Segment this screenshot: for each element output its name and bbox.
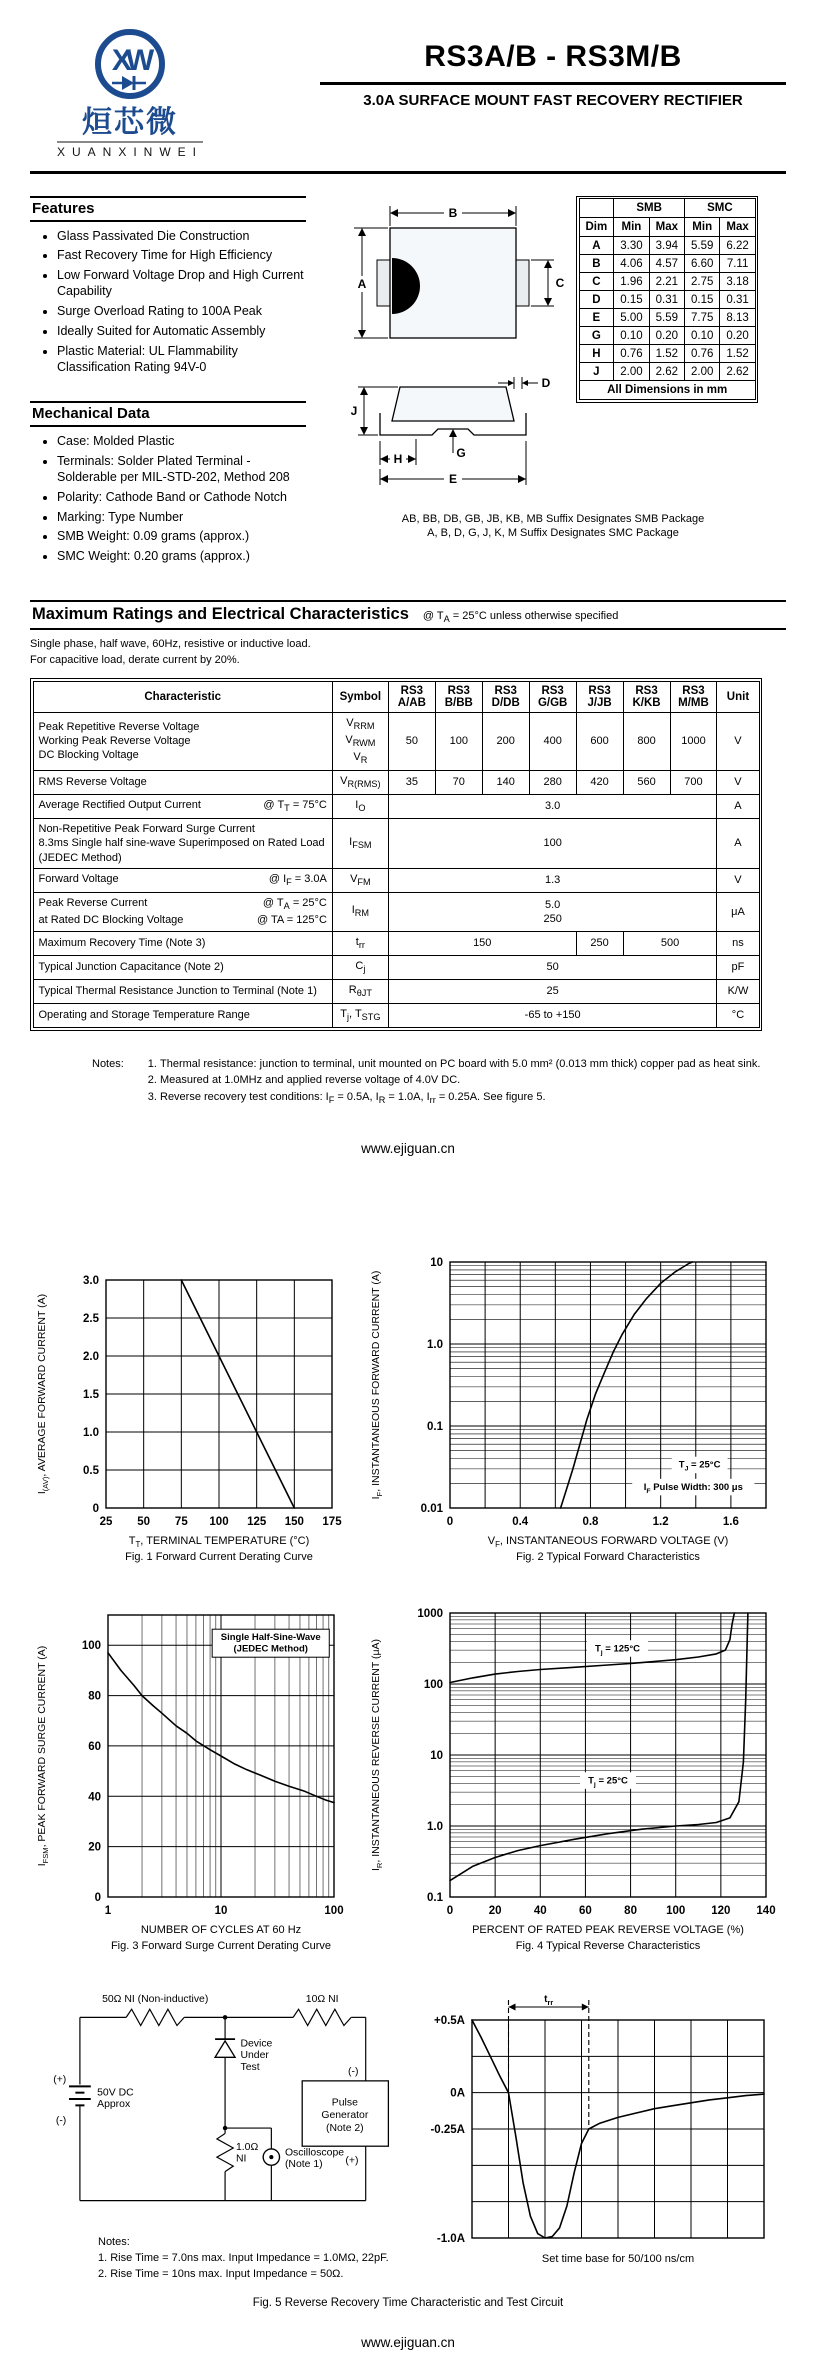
ratings-row: Operating and Storage Temperature Range $T_j$, $T_{STG}$ -65 to +150 °C (33, 1003, 759, 1027)
fig5-caption: Fig. 5 Reverse Recovery Time Characteristic and Test Circuit (252, 2297, 564, 2310)
dut-label-2: Under (240, 2050, 269, 2062)
figure-caption: Fig. 3 Forward Surge Current Derating Curve (110, 1940, 332, 1953)
resistor-50ohm (126, 2010, 184, 2026)
package-top-view (320, 196, 570, 368)
package-suffix-note (320, 512, 786, 542)
figure-caption: Fig. 2 Typical Forward Characteristics (516, 1551, 700, 1564)
features-heading: Features (30, 196, 306, 222)
x-tick-label: 140 (756, 1905, 776, 1918)
load-note-1: Single phase, half wave, 60Hz, resistive or inductive load. (30, 638, 311, 651)
y-tick-label: -1.0A (436, 2233, 465, 2246)
annotation-text: (JEDEC Method) (233, 1644, 308, 1656)
mechanical-item: • SMC Weight: 0.20 grams (approx.) (57, 548, 306, 564)
test-circuit-diagram (30, 1990, 402, 2228)
y-tick-label: 3.0 (83, 1275, 99, 1288)
circuit-notes-label: Notes: (98, 2236, 130, 2249)
chart-row-2 (30, 1601, 786, 1964)
diode-icon (122, 76, 134, 90)
y-tick-label: 0.5 (83, 1465, 99, 1478)
y-axis-label: $I_F$, INSTANTANEOUS FORWARD CURRENT (A) (370, 1271, 384, 1500)
y-axis-label: $I_{(AV)}$, AVERAGE FORWARD CURRENT (A) (36, 1294, 50, 1495)
battery-label-2: Approx (97, 2099, 131, 2111)
resistor-1ohm-label-2: NI (235, 2154, 247, 2166)
dims-col-header: Dim (579, 218, 614, 237)
ratings-col-header: Unit (717, 681, 759, 712)
ratings-part-header: RS3 A/AB (388, 681, 435, 712)
figure-caption: Fig. 1 Forward Current Derating Curve (125, 1551, 313, 1564)
resistor-10ohm (293, 2010, 351, 2026)
dims-col-header: Max (649, 218, 684, 237)
annotation-text: $T_j = 125^\circ C$ (594, 1643, 641, 1657)
y-tick-label: 0 (94, 1892, 101, 1905)
pg-label-1: Pulse (331, 2097, 358, 2109)
x-axis-label: PERCENT OF RATED PEAK REVERSE VOLTAGE (%) (472, 1924, 744, 1937)
oscilloscope-label-1: Oscilloscope (284, 2147, 345, 2159)
feature-item: • Low Forward Voltage Drop and High Current Capability (57, 267, 306, 300)
website-link[interactable]: www.ejiguan.cn (361, 2335, 455, 2351)
x-tick-label: 120 (711, 1905, 731, 1918)
ratings-heading-row (30, 600, 786, 630)
y-tick-label: 1.5 (83, 1389, 99, 1402)
y-tick-label: 1.0 (427, 1339, 443, 1352)
x-tick-label: 0.8 (582, 1516, 599, 1529)
dims-row: J 2.00 2.62 2.00 2.62 (579, 363, 755, 381)
suffix-note-smc: A, B, D, G, J, K, M Suffix Designates SMC Package (427, 527, 679, 540)
dims-row: A 3.30 3.94 5.59 6.22 (579, 237, 755, 255)
fig3-forward-surge-current-derating-chart (30, 1601, 360, 1959)
y-tick-label: 20 (88, 1842, 101, 1855)
ratings-part-header: RS3 B/BB (435, 681, 482, 712)
test-circuit-block (30, 1990, 402, 2283)
dims-col-header: Max (720, 218, 755, 237)
dim-label-e: E (448, 471, 458, 486)
ratings-heading: Maximum Ratings and Electrical Characteristics (32, 605, 409, 624)
ratings-row: Average Rectified Output Current @ $T_T = 75^\circ C$ $I_O$ 3.0 A (33, 795, 759, 819)
dims-col-header: Min (685, 218, 720, 237)
header (30, 26, 786, 161)
fig3-figure (30, 1601, 360, 1964)
resistor-1ohm (217, 2134, 233, 2172)
annotation-text: $I_F$ Pulse Width: 300 μs (643, 1482, 743, 1496)
ratings-condition: @ $T_A = 25^\circ C$ unless otherwise specified (422, 610, 619, 625)
mechanical-item: • SMB Weight: 0.09 grams (approx.) (57, 528, 306, 544)
fig4-figure (364, 1601, 786, 1964)
ratings-row: Peak Reverse Current @ $T_A = 25^\circ C$ at Rated DC Blocking Voltage @ TA = 125°C $I_{RM}$ 5.0 250 μA (33, 893, 759, 931)
fig2-figure (364, 1252, 786, 1575)
ratings-col-header: Symbol (332, 681, 388, 712)
dim-label-b: B (448, 205, 458, 220)
y-tick-label: 1.0 (83, 1427, 99, 1440)
dims-row: H 0.76 1.52 0.76 1.52 (579, 345, 755, 363)
y-tick-label: 60 (88, 1741, 101, 1754)
note-item: 3. Reverse recovery test conditions: $I_F = 0.5A$, $I_R = 1.0A$, $I_{rr} = 0.25A$. See figure 5. (160, 1089, 760, 1108)
mechanical-item: • Marking: Type Number (57, 509, 306, 525)
website-link[interactable]: www.ejiguan.cn (361, 1141, 455, 1157)
y-tick-label: 0A (450, 2088, 465, 2101)
package-area (320, 196, 786, 500)
y-tick-label: 0.01 (420, 1503, 443, 1516)
left-column (30, 196, 306, 583)
y-tick-label: 10 (430, 1257, 443, 1270)
page-subtitle: 3.0A SURFACE MOUNT FAST RECOVERY RECTIFIER (363, 92, 743, 109)
battery-minus-label: (-) (55, 2115, 67, 2127)
ratings-part-header: RS3 M/MB (670, 681, 717, 712)
brand-logo (30, 26, 230, 161)
x-tick-label: 50 (137, 1516, 151, 1529)
dut-label-1: Device (240, 2038, 273, 2050)
y-tick-label: 1000 (417, 1608, 443, 1621)
figure-caption: Fig. 4 Typical Reverse Characteristics (515, 1940, 701, 1953)
mechanical-heading: Mechanical Data (30, 401, 306, 427)
y-tick-label: 100 (423, 1679, 443, 1692)
x-tick-label: 100 (666, 1905, 686, 1918)
circuit-note-2: 2. Rise Time = 10ns max. Input Impedance = 50Ω. (98, 2268, 344, 2281)
notes-label: Notes: (92, 1057, 124, 1070)
ratings-row: Typical Junction Capacitance (Note 2) $C_j$ 50 pF (33, 955, 759, 979)
y-tick-label: 10 (430, 1750, 443, 1763)
x-axis-label: $V_F$, INSTANTANEOUS FORWARD VOLTAGE (V) (487, 1535, 729, 1550)
dim-label-a: A (357, 276, 367, 291)
y-tick-label: 0 (92, 1503, 99, 1516)
x-tick-label: 150 (284, 1516, 304, 1529)
notes (92, 1056, 786, 1108)
title-block (320, 26, 786, 109)
dut-diode-icon (215, 2041, 235, 2057)
resistor-10ohm-label: 10Ω NI (305, 1994, 339, 2006)
feature-item: • Glass Passivated Die Construction (57, 228, 306, 244)
pg-minus-label: (-) (348, 2066, 359, 2078)
features-list (30, 228, 306, 376)
feature-item: • Surge Overload Rating to 100A Peak (57, 303, 306, 319)
x-tick-label: 80 (624, 1905, 637, 1918)
x-axis-label: NUMBER OF CYCLES AT 60 Hz (140, 1924, 302, 1937)
pg-label-3: (Note 2) (326, 2123, 364, 2135)
suffix-note-smb: AB, BB, DB, GB, JB, KB, MB Suffix Designates SMB Package (401, 512, 705, 525)
dim-label-j: J (350, 403, 358, 418)
y-tick-label: 80 (88, 1691, 101, 1704)
note-item: 2. Measured at 1.0MHz and applied reverse voltage of 4.0V DC. (160, 1072, 760, 1089)
dims-row: B 4.06 4.57 6.60 7.11 (579, 255, 755, 273)
dim-label-c: C (555, 275, 565, 290)
x-tick-label: 0 (446, 1516, 454, 1529)
annotation-text: $T_j = 25^\circ C$ (588, 1775, 628, 1789)
x-tick-label: 125 (247, 1516, 267, 1529)
x-tick-label: 100 (324, 1905, 344, 1918)
note-item: 1. Thermal resistance: junction to terminal, unit mounted on PC board with 5.0 mm² (0.013 mm thick) copper pad as heat sink. (160, 1056, 760, 1073)
ratings-row: RMS Reverse Voltage $V_{R(RMS)}$ 35 70 140 280 420 560 700 V (33, 770, 759, 794)
y-tick-label: 2.0 (83, 1351, 99, 1364)
y-axis-label: $I_R$, INSTANTANEOUS REVERSE CURRENT (μA) (370, 1639, 384, 1872)
feature-item: • Fast Recovery Time for High Efficiency (57, 247, 306, 263)
brand-logo-icon (84, 26, 176, 102)
battery-label-1: 50V DC (97, 2087, 134, 2099)
fig1-figure (30, 1270, 360, 1575)
fig5-reverse-recovery-waveform (402, 1990, 786, 2276)
chart-row-1 (30, 1252, 786, 1575)
ratings-col-header: Characteristic (33, 681, 332, 712)
x-tick-label: 100 (209, 1516, 229, 1529)
y-tick-label: 2.5 (83, 1313, 99, 1326)
dims-group-header: SMB (614, 199, 685, 218)
y-axis-label: $I_{FSM}$, PEAK FORWARD SURGE CURRENT (A) (36, 1646, 50, 1867)
circuit-notes (98, 2235, 402, 2283)
fig5-section (30, 1990, 786, 2309)
x-tick-label: 10 (214, 1905, 228, 1918)
y-tick-label: +0.5A (433, 2015, 465, 2028)
y-tick-label: 100 (81, 1640, 101, 1653)
fig2-typical-forward-characteristics-chart (364, 1252, 786, 1570)
dim-label-d: D (541, 375, 551, 390)
x-tick-label: 60 (579, 1905, 592, 1918)
x-tick-label: 20 (488, 1905, 502, 1918)
dut-label-3: Test (240, 2062, 260, 2074)
feature-item: • Ideally Suited for Automatic Assembly (57, 323, 306, 339)
annotation-text: $T_J = 25^\circ C$ (678, 1460, 721, 1474)
x-axis-label: $T_T$, TERMINAL TEMPERATURE (°C) (128, 1535, 310, 1550)
x-tick-label: 1 (104, 1905, 112, 1918)
notes-list (144, 1056, 760, 1108)
brand-chinese: 烜芯微 (82, 106, 178, 139)
ratings-row: Non-Repetitive Peak Forward Surge Current 8.3ms Single half sine-wave Superimposed on Rated Load (JEDEC Method) $I_{FSM}$ 100 A (33, 819, 759, 869)
ratings-row: Typical Thermal Resistance Junction to Terminal (Note 1) $R_{\theta JT}$ 25 K/W (33, 979, 759, 1003)
mechanical-item: • Case: Molded Plastic (57, 433, 306, 449)
ratings-part-header: RS3 K/KB (623, 681, 670, 712)
dims-row: D 0.15 0.31 0.15 0.31 (579, 291, 755, 309)
title-divider (320, 82, 786, 85)
brand-latin: XUANXINWEI (57, 141, 203, 159)
top-section (30, 196, 786, 583)
fig1-forward-current-derating-chart (30, 1270, 360, 1570)
ratings-part-header: RS3 D/DB (482, 681, 529, 712)
right-column (306, 196, 786, 583)
ratings-row: Maximum Recovery Time (Note 3) $t_{rr}$ 150 250 500 ns (33, 931, 759, 955)
x-tick-label: 75 (174, 1516, 188, 1529)
load-note-2: For capacitive load, derate current by 20%. (30, 654, 240, 667)
mechanical-item: • Polarity: Cathode Band or Cathode Notch (57, 489, 306, 505)
ratings-row: Forward Voltage @ $I_F = 3.0A$ $V_{FM}$ 1.3 V (33, 869, 759, 893)
dims-row: G 0.10 0.20 0.10 0.20 (579, 327, 755, 345)
fig5-row (30, 1990, 786, 2283)
trr-label: $t_{rr}$ (544, 1994, 554, 2008)
y-tick-label: 0.1 (427, 1892, 443, 1905)
circuit-note-1: 1. Rise Time = 7.0ns max. Input Impedance = 1.0MΩ, 22pF. (98, 2252, 389, 2265)
brand-monogram: XW (111, 44, 149, 77)
x-tick-label: 1.6 (722, 1516, 739, 1529)
y-tick-label: -0.25A (430, 2124, 465, 2137)
dim-label-h: H (393, 451, 403, 466)
ratings-part-header: RS3 G/GB (529, 681, 576, 712)
ratings-table (33, 681, 760, 1028)
resistor-50ohm-label: 50Ω NI (Non-inductive) (102, 1994, 209, 2006)
dimensions-table-wrap (576, 196, 758, 500)
header-divider (30, 171, 786, 174)
dims-table (579, 198, 756, 400)
feature-item: • Plastic Material: UL Flammability Classification Rating 94V-0 (57, 343, 306, 376)
x-tick-label: 40 (533, 1905, 547, 1918)
y-tick-label: 1.0 (427, 1821, 443, 1834)
dims-row: C 1.96 2.21 2.75 3.18 (579, 273, 755, 291)
page-title: RS3A/B - RS3M/B (424, 40, 682, 73)
pg-label-2: Generator (321, 2110, 369, 2122)
oscilloscope-label-2: (Note 1) (284, 2159, 323, 2171)
annotation-text: Single Half-Sine-Wave (220, 1632, 321, 1644)
battery-plus-label: (+) (53, 2075, 67, 2087)
timebase-caption: Set time base for 50/100 ns/cm (541, 2253, 695, 2266)
mechanical-item: • Terminals: Solder Plated Terminal - Solderable per MIL-STD-202, Method 208 (57, 453, 306, 486)
ratings-row: Peak Repetitive Reverse Voltage Working Peak Reverse Voltage DC Blocking Voltage $V_{RRM}$ $V_{RWM}$ $V_R$ 50 100 200 400 600 800 1000 V (33, 712, 759, 770)
dim-label-g: G (456, 445, 466, 460)
x-tick-label: 175 (322, 1516, 342, 1529)
resistor-1ohm-label-1: 1.0Ω (235, 2142, 259, 2154)
package-drawings (320, 196, 572, 500)
x-tick-label: 1.2 (652, 1516, 669, 1529)
ratings-part-header: RS3 J/JB (576, 681, 623, 712)
dims-col-header: Min (614, 218, 649, 237)
charts-section (30, 1252, 786, 1964)
package-side-view (320, 373, 570, 495)
ratings-section (30, 600, 786, 1035)
y-tick-label: 0.1 (427, 1421, 443, 1434)
x-tick-label: 0 (446, 1905, 454, 1918)
dims-footer: All Dimensions in mm (579, 381, 755, 400)
x-tick-label: 0.4 (512, 1516, 529, 1529)
dims-group-header: SMC (685, 199, 756, 218)
pg-plus-label: (+) (345, 2155, 359, 2167)
dims-row: E 5.00 5.59 7.75 8.13 (579, 309, 755, 327)
fig4-typical-reverse-characteristics-chart (364, 1601, 786, 1959)
mechanical-list (30, 433, 306, 564)
y-tick-label: 40 (88, 1791, 101, 1804)
x-tick-label: 25 (99, 1516, 113, 1529)
